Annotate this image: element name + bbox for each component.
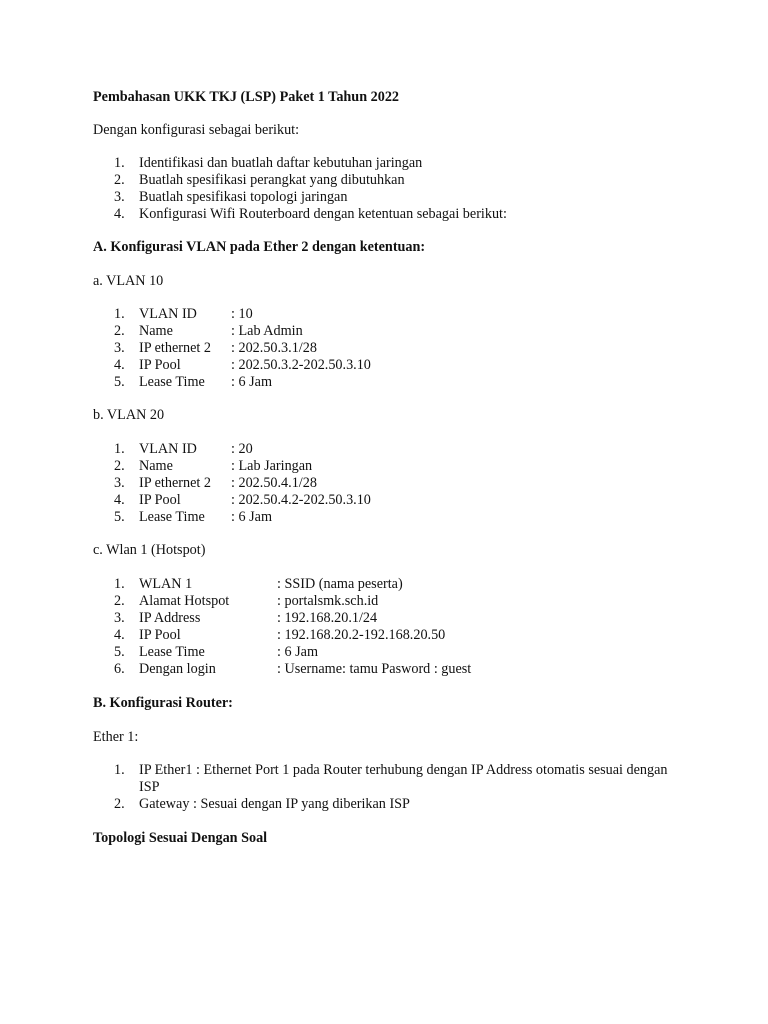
list-item: 1. VLAN ID : 10 (114, 306, 253, 322)
list-item: 1. Identifikasi dan buatlah daftar kebutuhan jaringan (114, 155, 423, 171)
list-item: 4. Konfigurasi Wifi Routerboard dengan ketentuan sebagai berikut: (114, 206, 507, 222)
list-item: 4. IP Pool : 202.50.3.2-202.50.3.10 (114, 357, 371, 373)
vlan20-list (93, 441, 713, 526)
list-item: 4. IP Pool : 192.168.20.2-192.168.20.50 (114, 627, 446, 643)
ether1-heading: Ether 1: (93, 729, 139, 745)
section-b-heading: B. Konfigurasi Router: (93, 695, 233, 711)
vlan10-heading: a. VLAN 10 (93, 273, 164, 289)
topologi-heading: Topologi Sesuai Dengan Soal (93, 830, 268, 846)
list-item: 2. Name : Lab Admin (114, 323, 303, 339)
list-item: 5. Lease Time : 6 Jam (114, 374, 272, 390)
document-page (93, 89, 713, 847)
document-title: Pembahasan UKK TKJ (LSP) Paket 1 Tahun 2022 (93, 89, 400, 105)
list-item: 1. VLAN ID : 20 (114, 441, 253, 457)
vlan10-list (93, 306, 713, 391)
list-item: 4. IP Pool : 202.50.4.2-202.50.3.10 (114, 492, 371, 508)
task-list (93, 155, 713, 223)
list-item: 5. Lease Time : 6 Jam (114, 509, 272, 525)
intro-text: Dengan konfigurasi sebagai berikut: (93, 122, 300, 138)
list-item: 5. Lease Time : 6 Jam (114, 644, 318, 660)
list-item: 1. IP Ether1 : Ethernet Port 1 pada Router terhubung dengan IP Address otomatis sesuai dengan ISP (114, 762, 668, 795)
section-a-heading: A. Konfigurasi VLAN pada Ether 2 dengan ketentuan: (93, 239, 426, 255)
list-item: 2. Buatlah spesifikasi perangkat yang dibutuhkan (114, 172, 405, 188)
wlan-heading: c. Wlan 1 (Hotspot) (93, 542, 206, 558)
list-item: 2. Alamat Hotspot : portalsmk.sch.id (114, 593, 379, 609)
list-item: 3. IP ethernet 2 : 202.50.4.1/28 (114, 475, 317, 491)
wlan-list (93, 576, 713, 678)
list-item: 6. Dengan login : Username: tamu Pasword : guest (114, 661, 472, 677)
vlan20-heading: b. VLAN 20 (93, 407, 165, 423)
list-item: 2. Name : Lab Jaringan (114, 458, 313, 474)
list-item: 1. WLAN 1 : SSID (nama peserta) (114, 576, 403, 592)
list-item: 2. Gateway : Sesuai dengan IP yang diberikan ISP (114, 796, 410, 812)
list-item: 3. IP Address : 192.168.20.1/24 (114, 610, 378, 626)
list-item: 3. IP ethernet 2 : 202.50.3.1/28 (114, 340, 317, 356)
ether1-list (93, 762, 673, 813)
list-item: 3. Buatlah spesifikasi topologi jaringan (114, 189, 348, 205)
